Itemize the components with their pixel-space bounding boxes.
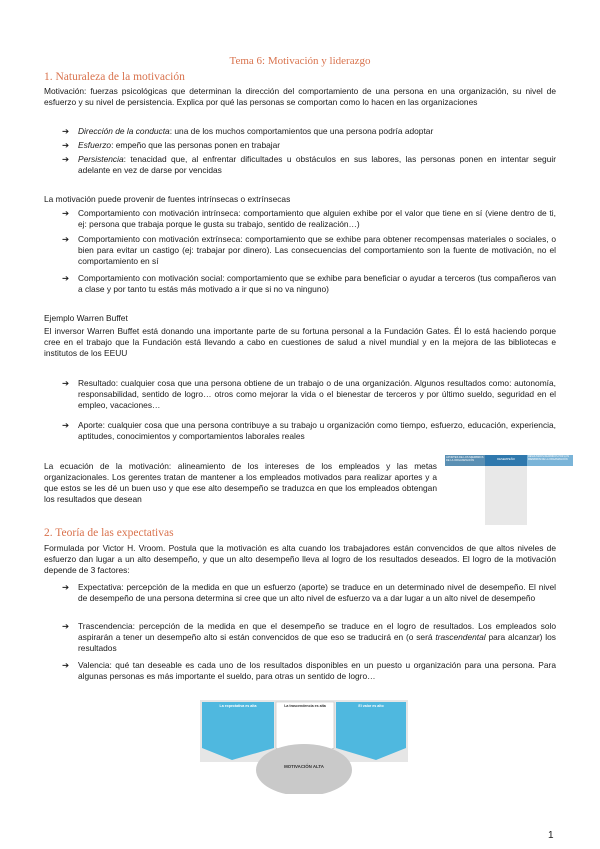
arrow-bullet-icon: ➔ — [62, 273, 70, 283]
list-item: Resultado: cualquier cosa que una persona obtiene de un trabajo o de una organización. Algunos resultados como: autonomía, responsabilidad, sentido de logro… otros como mejorar la vida o el bienestar de terceros y por último sueldo, seguridad en el empleo, vacaciones… — [78, 378, 556, 410]
expectancy-theory-intro: Formulada por Victor H. Vroom. Postula que la motivación es alta cuando los trabajadores están convencidos de que altos niveles de esfuerzo dan lugar a un alto desempeño, y que un alto desempeño lleva al logro de los resultados deseados. El logro de la motivación depende de 3 factores: — [44, 543, 556, 575]
arrow-bullet-icon: ➔ — [62, 140, 70, 150]
arrow-bullet-icon: ➔ — [62, 582, 70, 592]
figure-col-inputs-label: APORTES DE LOS MIEMBROS DE LA ORGANIZACIÓN — [445, 455, 485, 466]
page-number: 1 — [548, 830, 554, 841]
expectancy-theory-diagram — [192, 690, 416, 846]
arrow-bullet-icon: ➔ — [62, 621, 70, 631]
section-1-heading: 1. Naturaleza de la motivación — [44, 71, 185, 83]
list-item: Trascendencia: percepción de la medida en que el desempeño se traduce en el logro de resultados. Los empleados solo aspirarán a tener un desempeño alto si están convencidos de que eso se traducirá en (o será trascendental para alcanzar) los resultados — [78, 621, 556, 653]
valence-high-label: El valor es alto — [358, 704, 384, 708]
list-item: Comportamiento con motivación extrínseca: comportamiento que se exhibe para obtener recompensas materiales o sociales, o bien para evitar un castigo (ej: trabajar por dinero). Las consecuencias del comportamiento son la fuente de motivación, no el comportamiento en sí — [78, 234, 556, 266]
motivation-equation-text: La ecuación de la motivación: alineamiento de los intereses de los empleados y las metas organizacionales. Los gerentes tratan de mantener a los empleados motivados para realizar aportes y a que estos se les dé un buen uso y que ese alto desempeño se traduzca en que los empleados obtengan los resultados que desean — [44, 461, 437, 504]
sources-intro: La motivación puede provenir de fuentes intrínsecas o extrínsecas — [44, 194, 291, 204]
section-2-heading: 2. Teoría de las expectativas — [44, 527, 174, 539]
page-title: Tema 6: Motivación y liderazgo — [229, 55, 371, 67]
list-item: Aporte: cualquier cosa que una persona contribuye a su trabajo u organización como tiempo, esfuerzo, educación, experiencia, aptitudes, conocimientos y comportamientos laborales reales — [78, 420, 556, 441]
arrow-bullet-icon: ➔ — [62, 126, 70, 136]
instrumentality-high-label: La trascendencia es alta — [284, 704, 326, 708]
figure-col-outcomes-label: RESULTADOS RECIBIDOS POR LOS MIEMBROS DE LA ORGANIZACIÓN — [527, 455, 573, 466]
list-item: Persistencia: tenacidad que, al enfrentar dificultades u obstáculos en sus labores, las personas ponen en intentar seguir adelante en vez de darse por vencidas — [78, 154, 556, 175]
arrow-bullet-icon: ➔ — [62, 378, 70, 388]
motivation-equation-figure — [445, 455, 573, 525]
list-item: Valencia: qué tan deseable es cada uno de los resultados disponibles en un puesto u organización para una persona. Para algunas personas es más importante el sueldo, para otras un sentido de logro… — [78, 660, 556, 681]
example-heading: Ejemplo Warren Buffet — [44, 313, 128, 323]
list-item: Comportamiento con motivación intrínseca: comportamiento que alguien exhibe por el valor que tiene en sí (viene dentro de ti, ej: persona que trabaja porque le gusta su trabajo, sentido de realización…) — [78, 208, 556, 229]
high-motivation-label: MOTIVACIÓN ALTA — [284, 764, 324, 769]
arrow-bullet-icon: ➔ — [62, 234, 70, 244]
expectancy-high-label: La expectativa es alta — [219, 704, 257, 708]
figure-col-performance-label: DESEMPEÑO — [485, 455, 527, 466]
motivation-definition: Motivación: fuerzas psicológicas que determinan la dirección del comportamiento de una persona en una organización, su nivel de esfuerzo y su nivel de persistencia. Explica por qué las personas se comportan como lo hacen en las organizaciones — [44, 86, 556, 107]
list-item: Expectativa: percepción de la medida en que un esfuerzo (aporte) se traduce en un determinado nivel de desempeño. El nivel de desempeño de una persona determina si cree que un alto nivel de esfuerzo va a dar lugar a un alto nivel de desempeño — [78, 582, 556, 603]
arrow-bullet-icon: ➔ — [62, 208, 70, 218]
arrow-bullet-icon: ➔ — [62, 420, 70, 430]
arrow-bullet-icon: ➔ — [62, 154, 70, 164]
list-item: Comportamiento con motivación social: comportamiento que se exhibe para beneficiar o ayudar a terceros (tus compañeros van a clase y por tanto tu estás más motivado a ir que si no va ninguno) — [78, 273, 556, 294]
list-item: Esfuerzo: empeño que las personas ponen en trabajar — [78, 140, 281, 150]
list-item: Dirección de la conducta: una de los muchos comportamientos que una persona podría adoptar — [78, 126, 434, 136]
arrow-bullet-icon: ➔ — [62, 660, 70, 670]
example-text: El inversor Warren Buffet está donando una importante parte de su fortuna personal a la Fundación Gates. Él lo está haciendo porque cree en el trabajo que la Fundación está llevando a cabo en cuestiones de salud a nivel mundial y en la mejora de las bibliotecas e institutos de los EEUU — [44, 326, 556, 358]
